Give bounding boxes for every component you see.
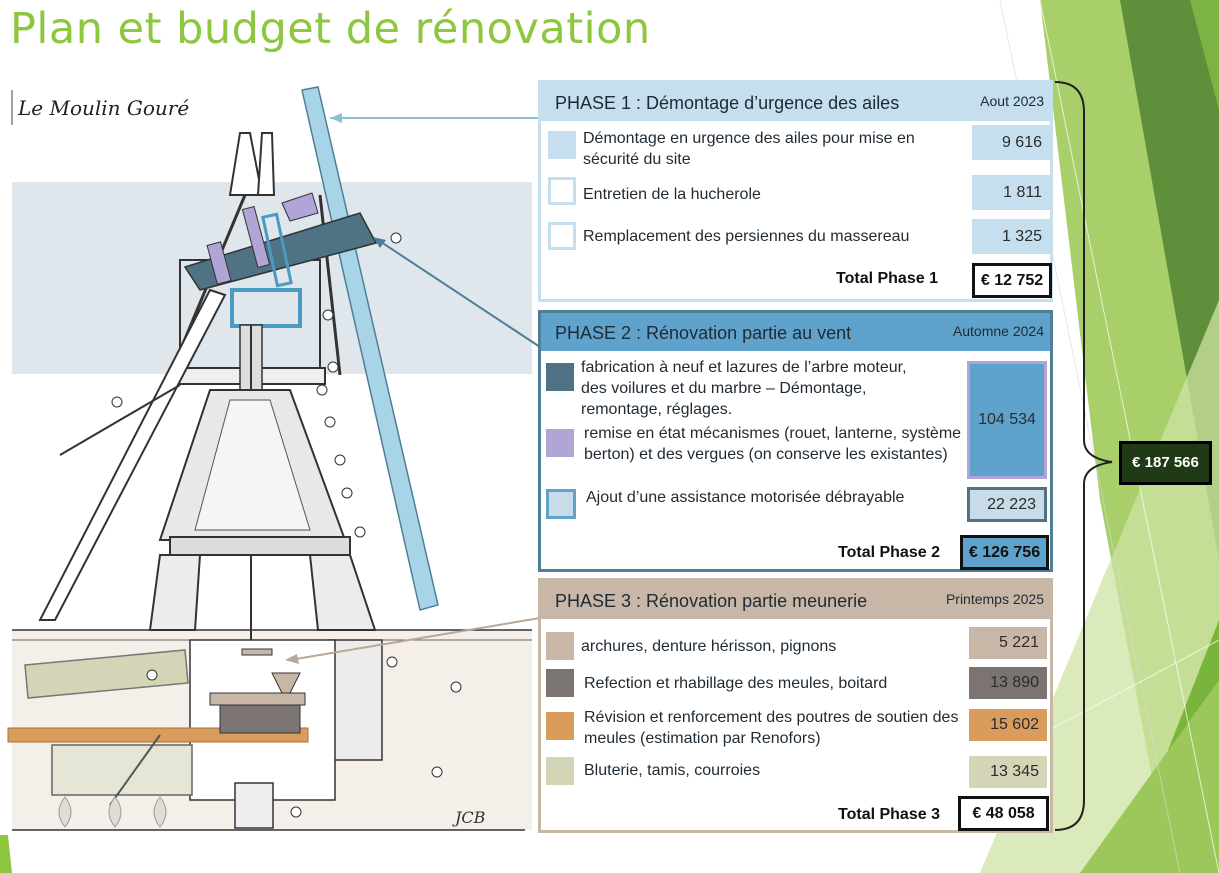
phase-1-item-3-swatch (548, 222, 576, 250)
phase-3-item-4-text: Bluterie, tamis, courroies (584, 762, 761, 779)
phase-2-item-3-text: Ajout d’une assistance motorisée débrayable (586, 489, 905, 506)
phase-2-date: Automne 2024 (952, 323, 1044, 339)
phase-2-item-3-value: 22 223 (967, 487, 1047, 522)
phase-3-item-3-text: Révision et renforcement des poutres de soutien des meules (estimation par Renofors) (584, 709, 959, 747)
phase-2-item-2-text: remise en état mécanismes (rouet, lanterne, système berton) et des vergues (on conserve les existantes) (584, 425, 962, 463)
phase-3-header (541, 581, 1050, 619)
phase-1-item-2-text: Entretien de la hucherole (583, 186, 761, 203)
phase-3-total-label: Total Phase 3 (838, 806, 940, 823)
phase-1-box (538, 80, 1053, 302)
phase-3-item-1-swatch (546, 632, 574, 660)
phase-3-item-4-value: 13 345 (969, 756, 1047, 788)
phase-3-date: Printemps 2025 (945, 591, 1044, 607)
phase-2-item-1-text: fabrication à neuf et lazures de l’arbre moteur, des voilures et du marbre – Démontage, remontage, réglages. (581, 359, 907, 418)
phase-3-item-1-value: 5 221 (969, 627, 1047, 659)
phase-1-header (541, 83, 1050, 121)
phase-3-item-3-value: 15 602 (969, 709, 1047, 741)
phase-3-box (538, 578, 1053, 833)
slide-title: Plan et budget de rénovation (10, 4, 651, 54)
phase-2-box (538, 310, 1053, 572)
phase-1-item-1-value: 9 616 (972, 125, 1050, 160)
phase-2-item-3-swatch (546, 489, 576, 519)
phase-3-item-3-swatch (546, 712, 574, 740)
phase-1-item-3-text: Remplacement des persiennes du massereau (583, 228, 910, 245)
phase-3-item-2-swatch (546, 669, 574, 697)
phase-1-total-label: Total Phase 1 (836, 270, 938, 287)
phase-2-header (541, 313, 1050, 351)
phase-2-item-2-swatch (546, 429, 574, 457)
grand-total-badge: € 187 566 (1119, 441, 1212, 485)
phase-1-title: PHASE 1 : Démontage d’urgence des ailes (555, 93, 900, 113)
phase-3-item-2-text: Refection et rhabillage des meules, boitard (584, 675, 888, 692)
phase-2-total-label: Total Phase 2 (838, 544, 940, 561)
phase-2-title: PHASE 2 : Rénovation partie au vent (555, 323, 852, 343)
phase-1-item-2-swatch (548, 177, 576, 205)
phase-2-total-value: € 126 756 (960, 535, 1049, 570)
drawing-signature: JCB (455, 808, 486, 827)
phase-1-date: Aout 2023 (980, 93, 1044, 109)
phase-1-total-value: € 12 752 (972, 263, 1052, 298)
phase-2-item-2-value: 104 534 (967, 361, 1047, 479)
phase-3-total-value: € 48 058 (958, 796, 1049, 831)
drawing-caption: Le Moulin Gouré (18, 96, 190, 120)
phase-1-item-2-value: 1 811 (972, 175, 1050, 210)
phase-1-item-1-text: Démontage en urgence des ailes pour mise en sécurité du site (583, 130, 915, 168)
phase-1-item-3-value: 1 325 (972, 219, 1050, 254)
phase-1-item-1-swatch (548, 131, 576, 159)
phase-3-item-4-swatch (546, 757, 574, 785)
phase-2-item-1-swatch (546, 363, 574, 391)
phase-3-title: PHASE 3 : Rénovation partie meunerie (555, 591, 868, 611)
phase-3-item-1-text: archures, denture hérisson, pignons (581, 638, 837, 655)
phase-3-item-2-value: 13 890 (969, 667, 1047, 699)
